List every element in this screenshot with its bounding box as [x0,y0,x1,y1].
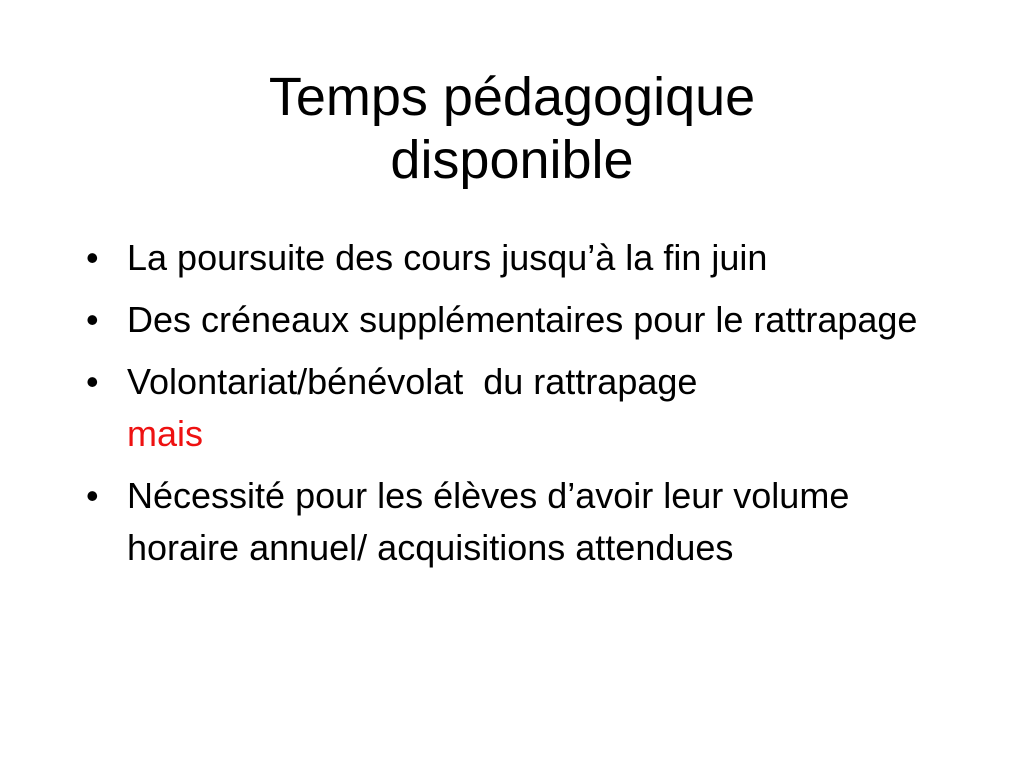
bullet-item [86,356,966,460]
bullet-text: Volontariat/bénévolat du rattrapage [127,361,708,402]
slide-title-line-2: disponible [390,130,634,190]
bullet-text: Des créneaux supplémentaires pour le rattrapage [127,299,918,340]
bullet-icon: • [86,299,99,340]
bullet-accent-text: mais [127,413,204,454]
bullet-icon: • [86,361,99,402]
bullet-item [86,232,966,284]
slide-title [72,66,952,192]
bullet-text: Nécessité pour les élèves d’avoir leur volume horaire annuel/ acquisitions attendues [127,475,850,568]
bullet-list [86,232,966,584]
slide-title-line-1: Temps pédagogique [268,67,756,127]
bullet-text: La poursuite des cours jusqu’à la fin juin [127,237,768,278]
bullet-icon: • [86,237,99,278]
bullet-icon: • [86,475,99,516]
bullet-item [86,294,966,346]
bullet-item [86,470,966,574]
